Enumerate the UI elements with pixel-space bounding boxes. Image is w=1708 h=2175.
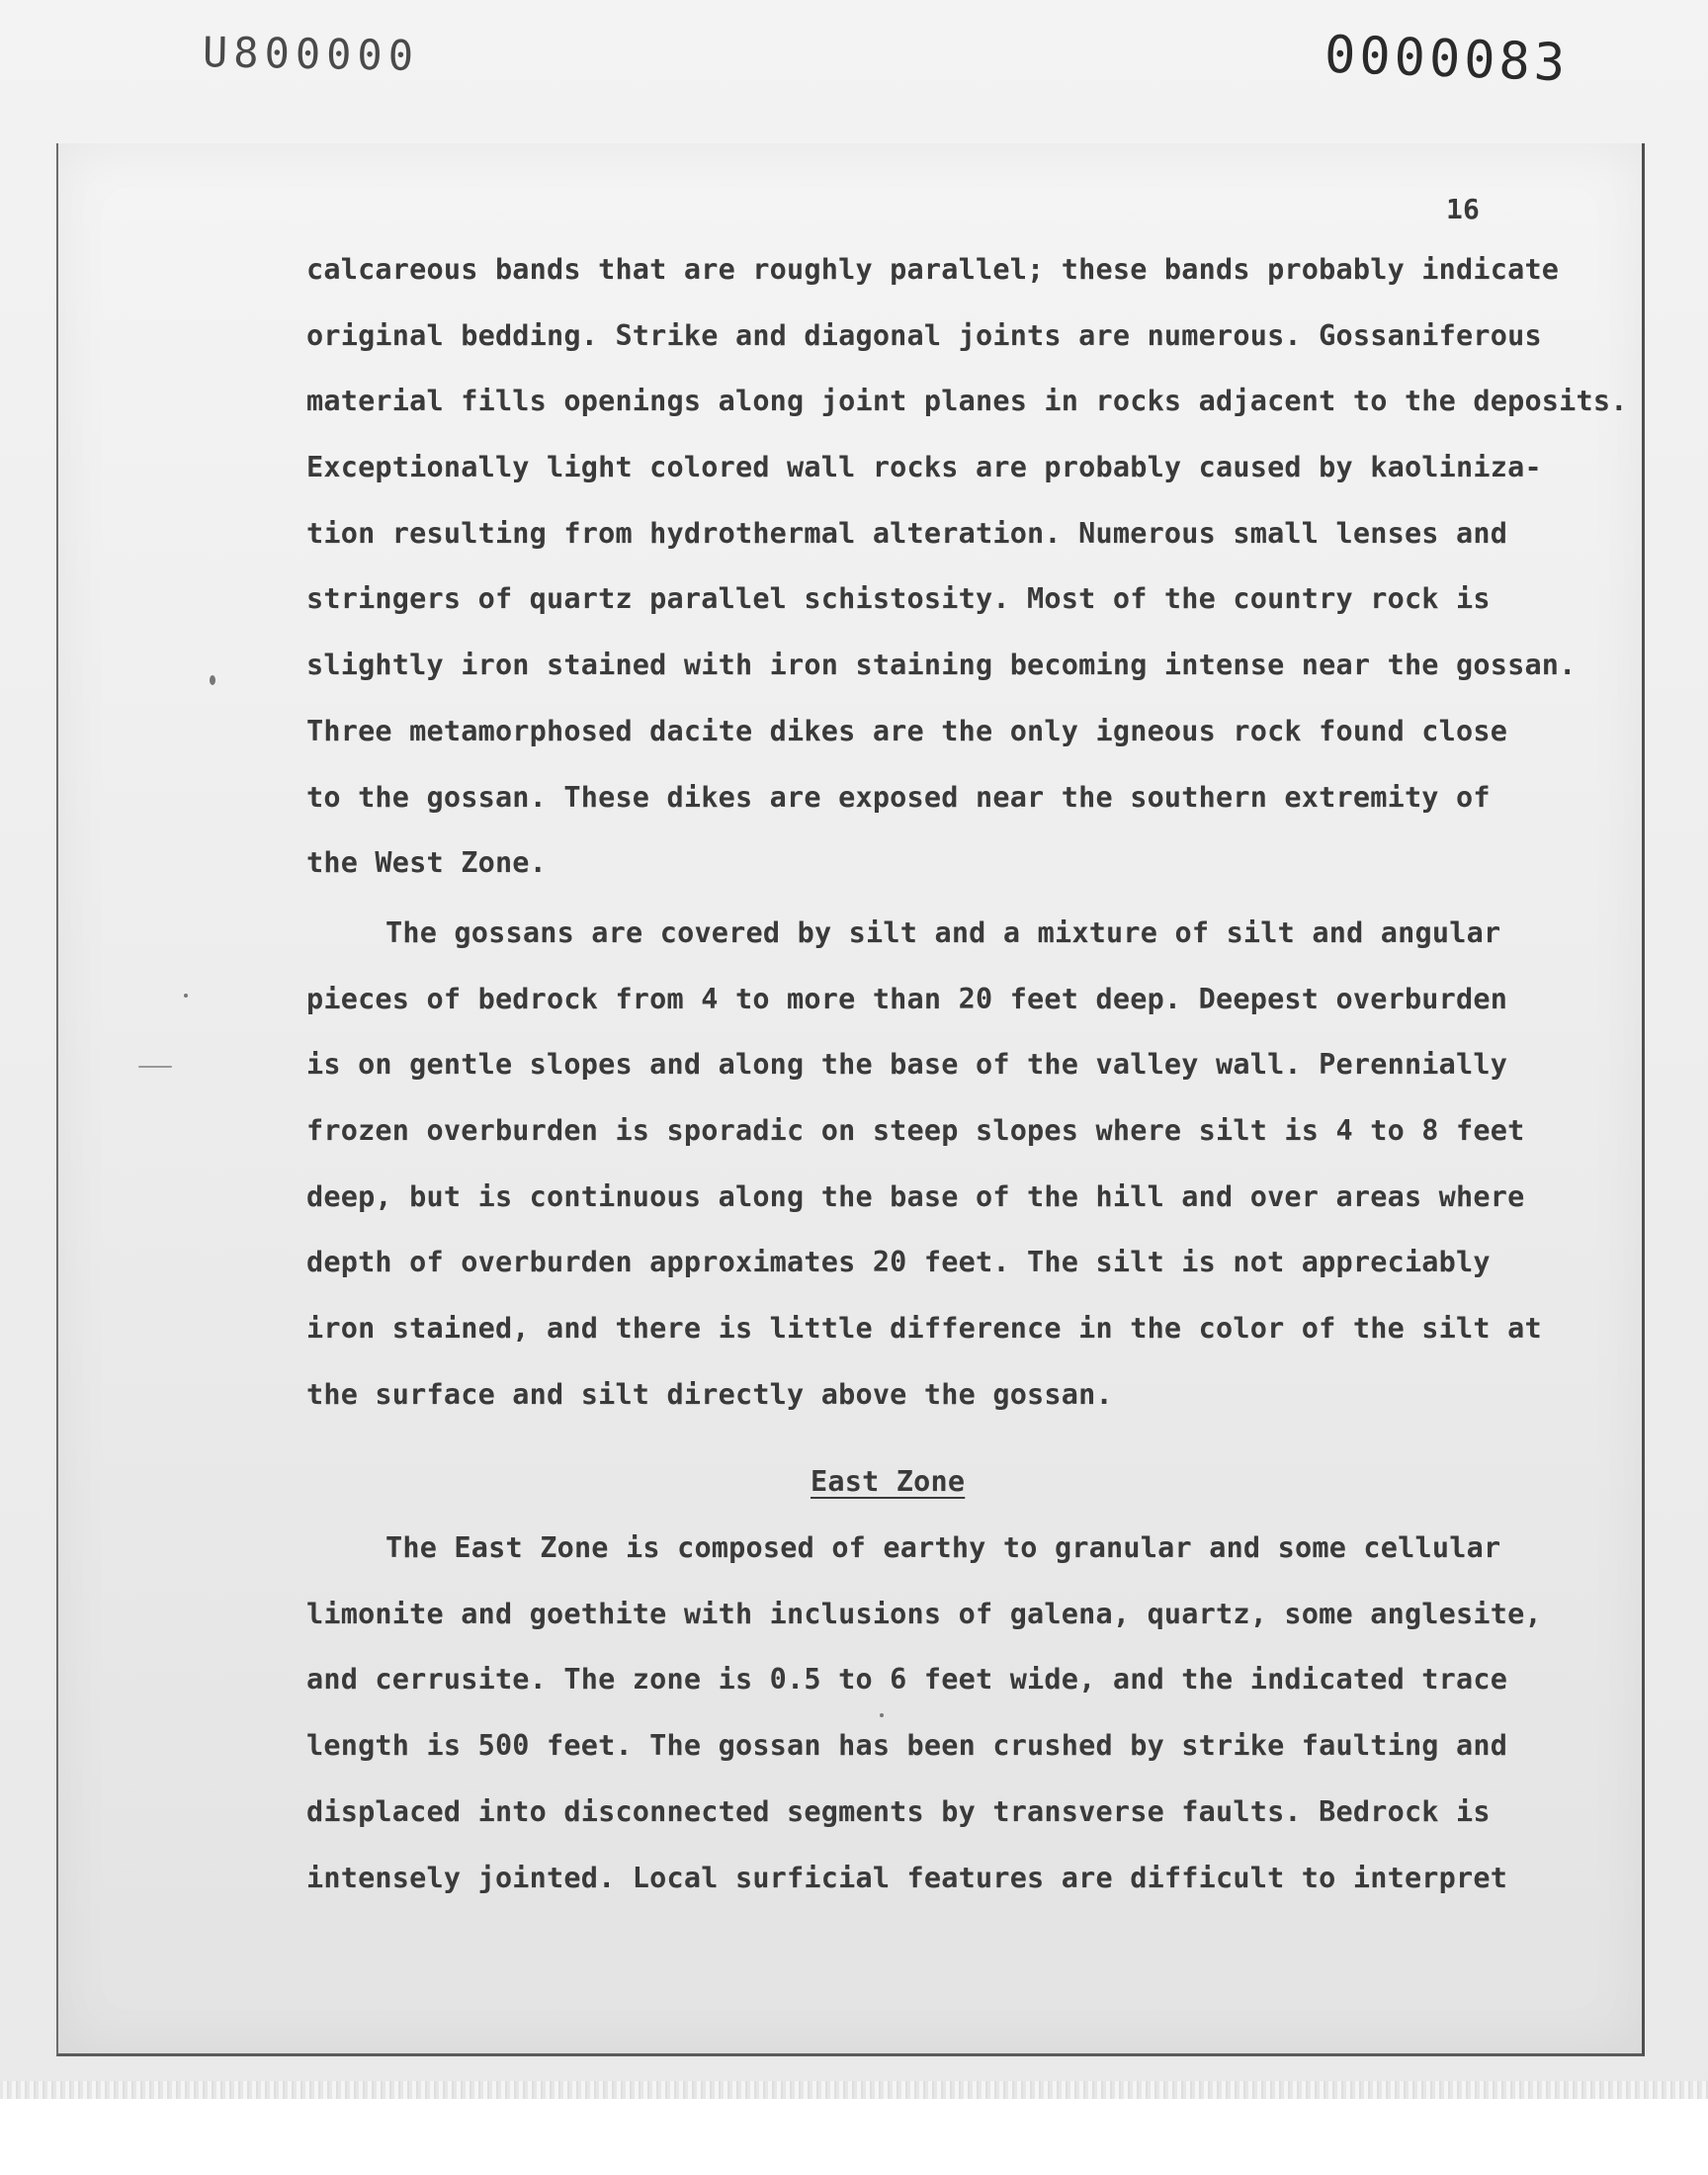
paragraph-first-line: The gossans are covered by silt and a mixture of silt and angular bbox=[385, 915, 1501, 949]
text-line: material fills openings along joint planes in rocks adjacent to the deposits. bbox=[306, 385, 1628, 418]
section-heading: East Zone bbox=[811, 1465, 966, 1499]
document-stamp-right: 0000083 bbox=[1324, 25, 1571, 94]
text-line: the West Zone. bbox=[306, 846, 548, 880]
document-stamp-left: U800000 bbox=[202, 28, 420, 80]
scan-speck bbox=[138, 1066, 172, 1068]
text-line: Three metamorphosed dacite dikes are the only igneous rock found close bbox=[306, 714, 1508, 747]
text-line: and cerrusite. The zone is 0.5 to 6 feet wide, and the indicated trace bbox=[306, 1663, 1508, 1696]
body-text bbox=[306, 247, 1628, 1921]
text-line: pieces of bedrock from 4 to more than 20 feet deep. Deepest overburden bbox=[306, 982, 1508, 1015]
text-line: tion resulting from hydrothermal alteration. Numerous small lenses and bbox=[306, 516, 1508, 550]
scan-speck bbox=[880, 1713, 884, 1717]
text-line: length is 500 feet. The gossan has been crushed by strike faulting and bbox=[306, 1729, 1508, 1763]
text-line: calcareous bands that are roughly parallel; these bands probably indicate bbox=[306, 253, 1560, 286]
text-line: displaced into disconnected segments by transverse faults. Bedrock is bbox=[306, 1794, 1491, 1828]
text-line: deep, but is continuous along the base of the hill and over areas where bbox=[306, 1179, 1525, 1213]
text-line: stringers of quartz parallel schistosity. Most of the country rock is bbox=[306, 582, 1491, 616]
scan-bottom-margin bbox=[0, 2099, 1708, 2175]
text-line: slightly iron stained with iron staining becoming intense near the gossan. bbox=[306, 649, 1577, 682]
paragraph-first-line: The East Zone is composed of earthy to granular and some cellular bbox=[385, 1531, 1501, 1565]
text-line: original bedding. Strike and diagonal joints are numerous. Gossaniferous bbox=[306, 318, 1542, 352]
text-line: intensely jointed. Local surficial features are difficult to interpret bbox=[306, 1861, 1508, 1894]
text-line: Exceptionally light colored wall rocks are probably caused by kaoliniza- bbox=[306, 451, 1542, 484]
scan-speck bbox=[184, 994, 188, 998]
text-line: is on gentle slopes and along the base of the valley wall. Perennially bbox=[306, 1048, 1508, 1082]
scan-speck bbox=[210, 675, 215, 685]
text-line: limonite and goethite with inclusions of galena, quartz, some anglesite, bbox=[306, 1597, 1542, 1630]
text-line: to the gossan. These dikes are exposed near the southern extremity of bbox=[306, 780, 1491, 814]
scan-edge-strip bbox=[0, 2081, 1708, 2099]
page-number: 16 bbox=[1446, 193, 1481, 225]
text-line: iron stained, and there is little difference in the color of the silt at bbox=[306, 1312, 1542, 1345]
text-line: frozen overburden is sporadic on steep slopes where silt is 4 to 8 feet bbox=[306, 1113, 1525, 1147]
text-line: the surface and silt directly above the gossan. bbox=[306, 1377, 1113, 1411]
text-line: depth of overburden approximates 20 feet. The silt is not appreciably bbox=[306, 1246, 1491, 1279]
